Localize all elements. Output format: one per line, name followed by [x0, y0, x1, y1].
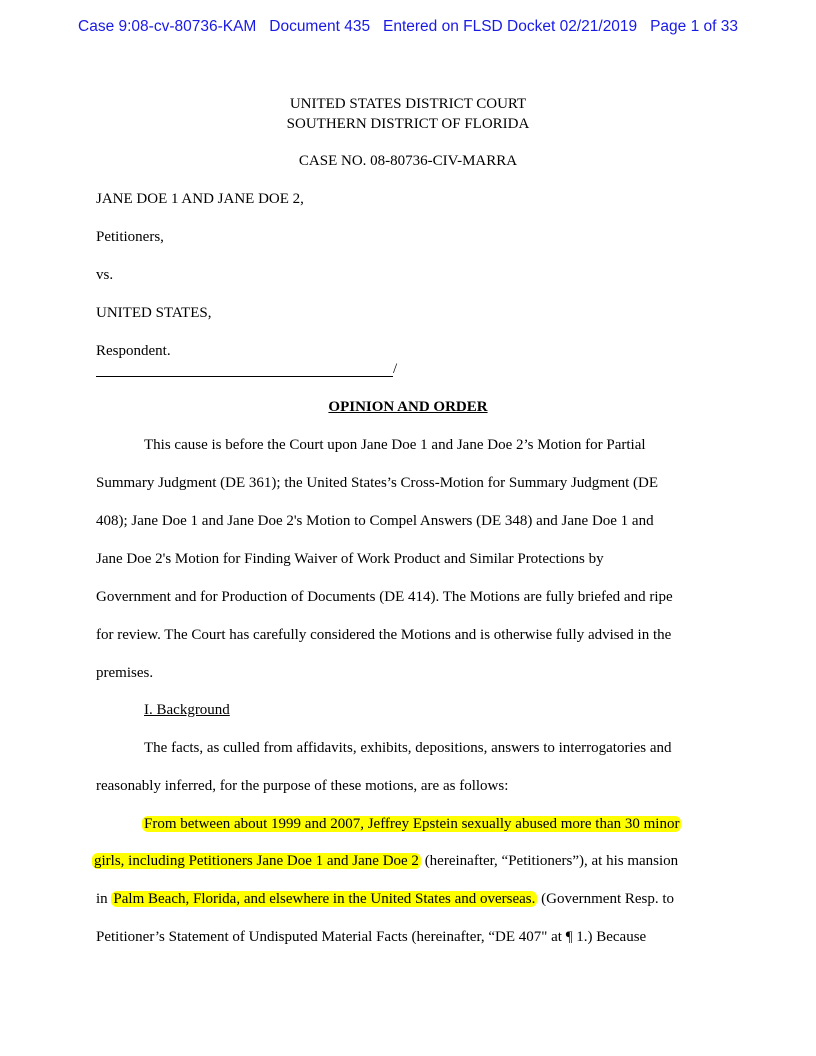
paragraph1-line5: Government and for Production of Documents (DE 414). The Motions are fully briefed and ripe — [96, 589, 673, 605]
petitioners-name: JANE DOE 1 AND JANE DOE 2, — [96, 191, 304, 207]
document-title: OPINION AND ORDER — [328, 399, 488, 415]
paragraph2-line2: reasonably inferred, for the purpose of these motions, are as follows: — [96, 778, 509, 794]
paragraph3-line1 — [142, 816, 681, 833]
docket-header-stamp: Case 9:08-cv-80736-KAM Document 435 Entered on FLSD Docket 02/21/2019 Page 1 of 33 — [78, 18, 738, 35]
petitioners-label: Petitioners, — [96, 229, 164, 245]
highlighted-text: Palm Beach, Florida, and elsewhere in the United States and overseas. — [113, 891, 536, 907]
paragraph1-line1: This cause is before the Court upon Jane Doe 1 and Jane Doe 2’s Motion for Partial — [144, 437, 646, 453]
paragraph1-line2: Summary Judgment (DE 361); the United States’s Cross-Motion for Summary Judgment (DE — [96, 475, 659, 491]
caption-rule — [96, 376, 393, 377]
paragraph1-line3: 408); Jane Doe 1 and Jane Doe 2's Motion to Compel Answers (DE 348) and Jane Doe 1 and — [96, 513, 654, 529]
court-district: SOUTHERN DISTRICT OF FLORIDA — [286, 116, 530, 132]
paragraph2-line1: The facts, as culled from affidavits, exhibits, depositions, answers to interrogatories and — [144, 740, 672, 756]
paragraph1-line4: Jane Doe 2's Motion for Finding Waiver of Work Product and Similar Protections by — [96, 551, 604, 567]
respondent-name: UNITED STATES, — [96, 305, 212, 321]
highlighted-text: girls, including Petitioners Jane Doe 1 and Jane Doe 2 — [94, 853, 419, 869]
highlighted-text: From between about 1999 and 2007, Jeffrey Epstein sexually abused more than 30 minor — [144, 816, 680, 832]
court-name: UNITED STATES DISTRICT COURT — [289, 96, 527, 112]
paragraph1-line7: premises. — [96, 665, 154, 681]
respondent-label: Respondent. — [96, 343, 171, 359]
paragraph1-line6: for review. The Court has carefully considered the Motions and is otherwise fully advised in the — [96, 627, 672, 643]
paragraph3-line3 — [96, 891, 674, 908]
paragraph3-line4: Petitioner’s Statement of Undisputed Material Facts (hereinafter, “DE 407" at ¶ 1.) Because — [96, 929, 647, 945]
plain-text: (hereinafter, “Petitioners”), at his mansion — [420, 853, 679, 869]
caption-slash: / — [393, 361, 398, 377]
versus: vs. — [96, 267, 114, 283]
section-heading-background: I. Background — [144, 702, 230, 718]
paragraph3-line2 — [92, 853, 678, 870]
plain-text: (Government Resp. to — [537, 891, 675, 907]
case-number: CASE NO. 08-80736-CIV-MARRA — [298, 153, 518, 169]
plain-text: in — [96, 891, 112, 907]
